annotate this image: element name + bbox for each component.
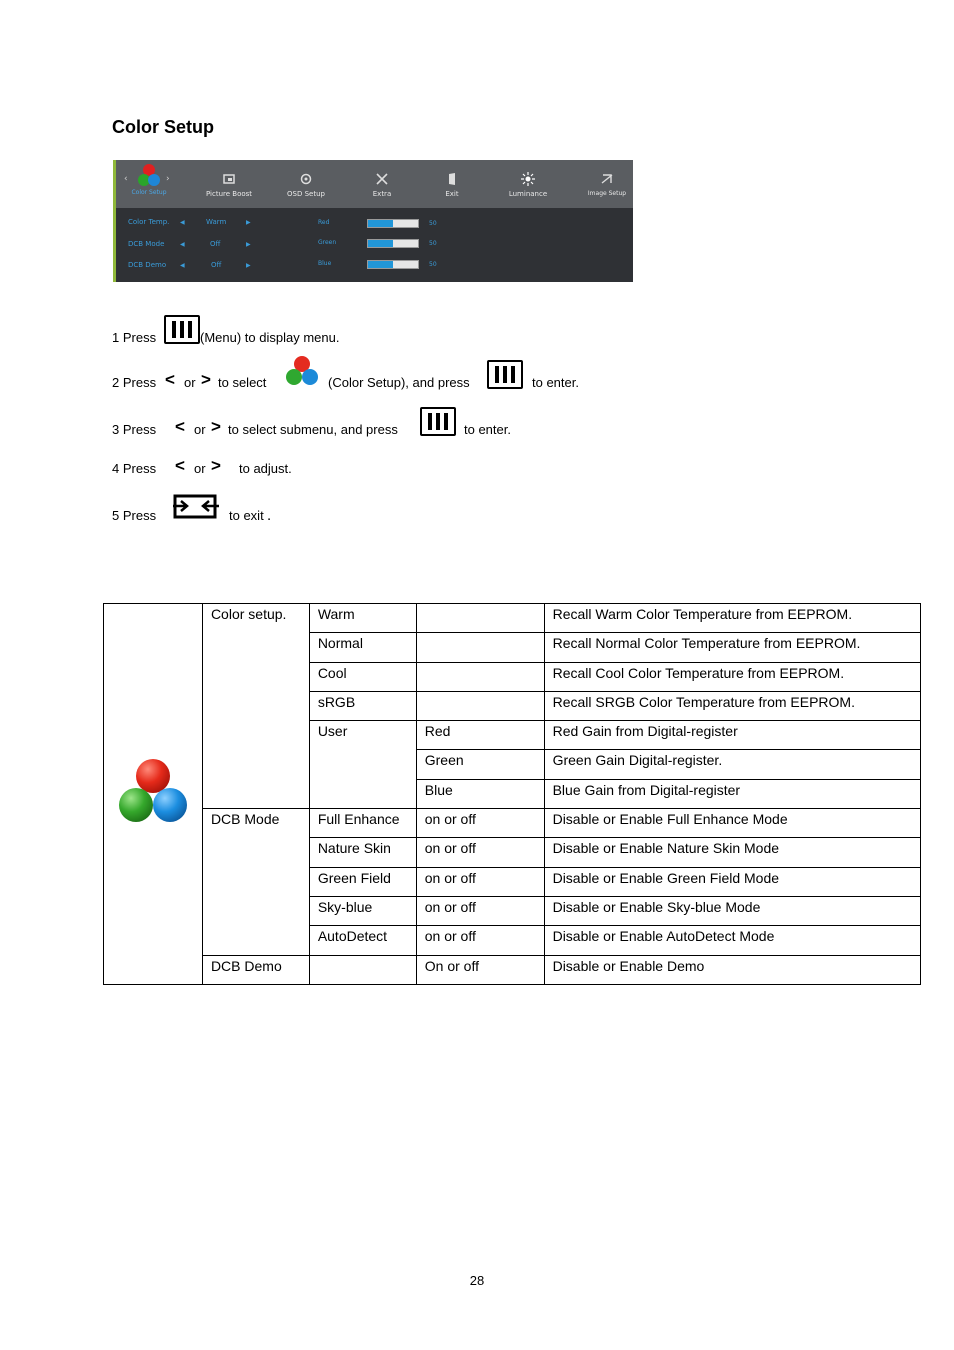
exit-door-icon [445, 172, 459, 186]
table-cell: Blue Gain from Digital-register [544, 779, 920, 808]
exit-button-icon [171, 491, 221, 523]
osd-blue-gain-bar [367, 260, 419, 269]
table-cell: Warm [309, 604, 416, 633]
extra-icon [375, 172, 389, 186]
osd-tab-label: Exit [445, 190, 459, 198]
osd-tab-picture-boost [204, 160, 254, 208]
osd-tab-label: Picture Boost [205, 190, 253, 198]
osd-left-triangle-icon: ◀ [180, 219, 185, 226]
osd-bar-fill [368, 261, 393, 268]
table-cell: Green [416, 750, 544, 779]
osd-tab-exit [434, 160, 470, 208]
step-number: 1 Press [112, 330, 157, 345]
table-cell: Green Gain Digital-register. [544, 750, 920, 779]
osd-tab-label: Image Setup [587, 190, 627, 197]
group-dcb-demo: DCB Demo [202, 955, 309, 984]
table-cell: Disable or Enable Full Enhance Mode [544, 809, 920, 838]
osd-right-triangle-icon: ▶ [246, 262, 251, 269]
osd-red-gain-bar [367, 219, 419, 228]
osd-tab-extra [362, 160, 402, 208]
right-arrow-icon: > [201, 370, 211, 389]
osd-setup-icon [299, 172, 313, 186]
right-arrow-icon: > [211, 417, 221, 436]
table-cell: Sky-blue [309, 896, 416, 925]
osd-tab-label: OSD Setup [287, 190, 325, 198]
osd-right-triangle-icon: ▶ [246, 219, 251, 226]
osd-tab-label: Extra [372, 190, 392, 198]
osd-tab-label: Luminance [508, 190, 548, 198]
menu-button-icon [164, 315, 200, 344]
table-cell: sRGB [309, 691, 416, 720]
osd-row-value: Off [211, 261, 222, 269]
step-text: or [194, 422, 206, 437]
menu-button-icon [420, 407, 456, 436]
table-cell: Normal [309, 633, 416, 662]
table-cell: Recall Normal Color Temperature from EEPROM. [544, 633, 920, 662]
osd-green-gain-bar [367, 239, 419, 248]
step-number: 3 Press [112, 422, 157, 437]
osd-gain-value: 50 [429, 240, 437, 247]
osd-row-label: DCB Mode [128, 240, 165, 248]
step-text: to adjust. [239, 461, 292, 476]
step-number: 4 Press [112, 461, 157, 476]
group-color-setup: Color setup. [202, 604, 309, 809]
right-arrow-icon: > [211, 456, 221, 475]
table-cell: Blue [416, 779, 544, 808]
osd-bar-fill [368, 220, 393, 227]
table-cell [416, 662, 544, 691]
osd-tab-osd-setup [280, 160, 332, 208]
osd-left-triangle-icon: ◀ [180, 262, 185, 269]
group-dcb-mode: DCB Mode [202, 809, 309, 955]
step-number: 5 Press [112, 508, 157, 523]
table-cell: Disable or Enable Nature Skin Mode [544, 838, 920, 867]
osd-row-value: Off [210, 240, 221, 248]
osd-gain-value: 50 [429, 261, 437, 268]
osd-gain-label: Blue [318, 260, 332, 267]
table-cell: Disable or Enable AutoDetect Mode [544, 926, 920, 955]
menu-button-icon [487, 360, 523, 389]
table-cell: Red [416, 721, 544, 750]
table-cell: on or off [416, 896, 544, 925]
step-text: to select [218, 375, 267, 390]
luminance-icon [521, 172, 535, 186]
step-text: or [194, 461, 206, 476]
step-text: . [267, 507, 272, 524]
step-text: to select submenu, and press [228, 422, 398, 437]
osd-gain-label: Red [318, 219, 330, 226]
left-arrow-icon: < [175, 456, 185, 475]
color-setup-icon [284, 355, 320, 387]
image-setup-icon [600, 172, 614, 186]
osd-tab-luminance [504, 160, 552, 208]
step-text: or [184, 375, 196, 390]
osd-left-triangle-icon: ◀ [180, 241, 185, 248]
table-cell: Disable or Enable Demo [544, 955, 920, 984]
picture-boost-icon [222, 172, 236, 186]
osd-right-arrow-icon: › [166, 174, 170, 184]
step-number: 2 Press [112, 375, 157, 390]
table-cell [309, 955, 416, 984]
color-setup-icon [117, 758, 189, 826]
osd-menu-screenshot [113, 160, 633, 282]
osd-row-label: DCB Demo [128, 261, 167, 269]
table-cell: Recall Warm Color Temperature from EEPROM. [544, 604, 920, 633]
osd-tab-color-setup [130, 160, 168, 208]
osd-right-triangle-icon: ▶ [246, 241, 251, 248]
table-cell: on or off [416, 867, 544, 896]
table-cell: Red Gain from Digital-register [544, 721, 920, 750]
table-cell [416, 633, 544, 662]
table-cell [416, 604, 544, 633]
step-text: (Color Setup), and press [328, 375, 470, 390]
step-text: to enter. [532, 375, 579, 390]
osd-bar-fill [368, 240, 393, 247]
color-balls-icon [136, 162, 162, 188]
table-row [104, 604, 921, 633]
table-cell: Disable or Enable Sky-blue Mode [544, 896, 920, 925]
left-arrow-icon: < [165, 370, 175, 389]
step-text: to enter. [464, 422, 511, 437]
section-title: Color Setup [112, 117, 214, 137]
osd-left-arrow-icon: ‹ [124, 174, 128, 184]
table-cell: AutoDetect [309, 926, 416, 955]
table-row [104, 955, 921, 984]
color-setup-icon-cell [104, 604, 203, 985]
table-cell: Full Enhance [309, 809, 416, 838]
color-setup-table [103, 603, 921, 985]
table-cell: on or off [416, 809, 544, 838]
table-cell: On or off [416, 955, 544, 984]
osd-tab-label: Color Setup [131, 189, 167, 196]
page-number: 28 [469, 1273, 485, 1288]
table-cell: Disable or Enable Green Field Mode [544, 867, 920, 896]
osd-tab-image-setup [582, 160, 632, 208]
table-cell: Nature Skin [309, 838, 416, 867]
left-arrow-icon: < [175, 417, 185, 436]
table-cell: Recall Cool Color Temperature from EEPROM. [544, 662, 920, 691]
step-text: (Menu) to display menu. [200, 330, 340, 345]
osd-gain-label: Green [318, 239, 337, 246]
table-cell: Green Field [309, 867, 416, 896]
osd-row-value: Warm [206, 218, 227, 226]
table-cell [416, 691, 544, 720]
table-cell: Cool [309, 662, 416, 691]
table-cell: User [309, 721, 416, 809]
osd-row-label: Color Temp. [128, 218, 170, 226]
table-cell: Recall SRGB Color Temperature from EEPROM. [544, 691, 920, 720]
table-cell: on or off [416, 926, 544, 955]
osd-gain-value: 50 [429, 220, 437, 227]
table-cell: on or off [416, 838, 544, 867]
step-text: to exit [229, 508, 264, 523]
table-row [104, 809, 921, 838]
